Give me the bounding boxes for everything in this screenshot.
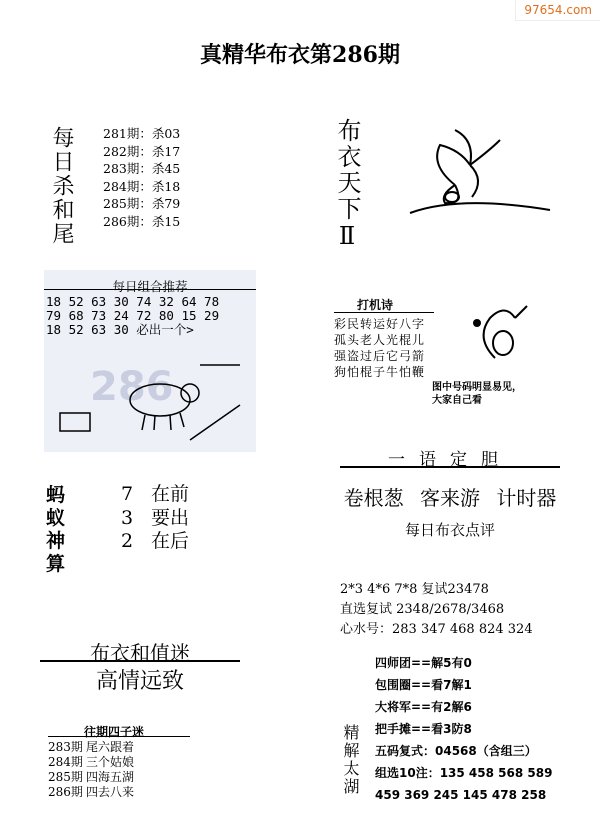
kill-row: 283期：杀45: [103, 161, 181, 176]
jing-row: 把手摊==看3防8: [375, 722, 472, 736]
jing-row: 459 369 245 145 478 258: [375, 788, 547, 802]
poem-line: 彩民转运好八字: [334, 317, 426, 331]
jing-row: 组选10注：135 458 568 589: [375, 766, 553, 780]
poem-line: 狗怕棍子牛怕鞭: [334, 365, 426, 379]
buyi-tianxia-title: 布衣天下Ⅱ: [333, 118, 361, 252]
buyi-value-subtitle: 高情远致: [95, 669, 184, 694]
combo-row: 79 68 73 24 72 80 15 29: [46, 308, 220, 323]
talisman-title: 打机诗: [357, 298, 394, 312]
note-line: 大家自己看: [432, 395, 482, 406]
daily-kill-list: [103, 125, 180, 230]
poem-line: 强盗过后它弓箭: [334, 349, 426, 363]
hint-row: [48, 770, 134, 785]
ant-row: [121, 507, 189, 531]
hint-text: 三个姑娘: [86, 755, 135, 769]
hint-row: [48, 785, 134, 800]
kill-row: 285期：杀79: [103, 196, 181, 211]
hint-period: 285期: [48, 770, 83, 784]
hint-text: 四去八来: [86, 785, 135, 799]
hint-text: 尾六跟着: [86, 740, 135, 754]
combo-title: 每日组合推荐: [112, 279, 188, 294]
jing-row: 四师团==解5有0: [375, 656, 472, 670]
hint-row: [48, 740, 134, 755]
pick-row: 心水号：283 347 468 824 324: [340, 622, 533, 637]
pick-row: 直选复试 2348/2678/3468: [340, 602, 505, 617]
comment-title: 每日布衣点评: [404, 521, 495, 539]
hint-period: 286期: [48, 785, 83, 799]
ant-calc-label: 蚂蚁神算: [46, 484, 66, 575]
ant-row: [121, 483, 189, 507]
hint-row: [48, 755, 134, 770]
combo-picks: [340, 580, 533, 640]
poem-line: 孤头老人光棍儿: [334, 333, 426, 347]
kill-row: 281期：杀03: [103, 126, 181, 141]
bird-sketch-illustration: [400, 125, 560, 220]
pig-sketch-illustration: [50, 345, 250, 445]
jing-list: [375, 652, 552, 806]
ant-text: 在后: [151, 530, 190, 552]
hint-text: 四海五湖: [86, 770, 135, 784]
ant-text: 在前: [151, 483, 190, 505]
snail-sketch-illustration: [455, 298, 535, 368]
hint-period: 284期: [48, 755, 83, 769]
ant-calc-list: [121, 483, 189, 554]
ant-num: 2: [121, 530, 134, 552]
talisman-divider: [334, 312, 434, 313]
kill-row: 282期：杀17: [103, 143, 181, 159]
svg-text:286: 286: [90, 364, 174, 410]
jing-row: 五码复式：04568（含组三）: [375, 744, 537, 758]
hint-list: [48, 740, 134, 800]
jing-row: 包围圈==看7解1: [375, 678, 472, 692]
combo-row: 18 52 63 30 必出一个>: [46, 322, 194, 337]
watermark-badge: 97654.com: [515, 0, 600, 21]
jing-row: 大将军==有2解6: [375, 700, 472, 714]
pick-row: 2*3 4*6 7*8 复试23478: [340, 582, 489, 597]
ant-num: 7: [121, 483, 134, 505]
hint-period: 283期: [48, 740, 83, 754]
yiyu-answers: 卷根葱 客来游 计时器: [343, 486, 557, 510]
ant-text: 要出: [151, 506, 190, 529]
kill-row: 284期：杀18: [103, 178, 181, 194]
jing-label: 精解太湖: [341, 724, 360, 796]
yiyu-title: 一语定胆: [388, 450, 512, 470]
kill-row: 286期：杀15: [103, 213, 181, 229]
hint-divider: [48, 736, 190, 737]
talisman-poem: [334, 316, 425, 380]
combo-number-list: [46, 295, 219, 337]
talisman-note: [432, 381, 522, 407]
page-title: 真精华布衣第286期: [200, 42, 400, 68]
buyi-value-title: 布衣和值迷: [90, 641, 190, 665]
ant-num: 3: [121, 506, 134, 529]
combo-row: 18 52 63 30 74 32 64 78: [46, 294, 220, 309]
buyi-value-divider: [40, 660, 240, 662]
ant-row: [121, 530, 189, 554]
note-line: 图中号码明显易见，: [432, 382, 522, 393]
combo-title-divider: [44, 289, 256, 290]
yiyu-divider: [340, 466, 560, 468]
daily-kill-label: 每日杀和尾: [49, 126, 74, 246]
hint-title: 往期四子迷: [84, 725, 145, 739]
